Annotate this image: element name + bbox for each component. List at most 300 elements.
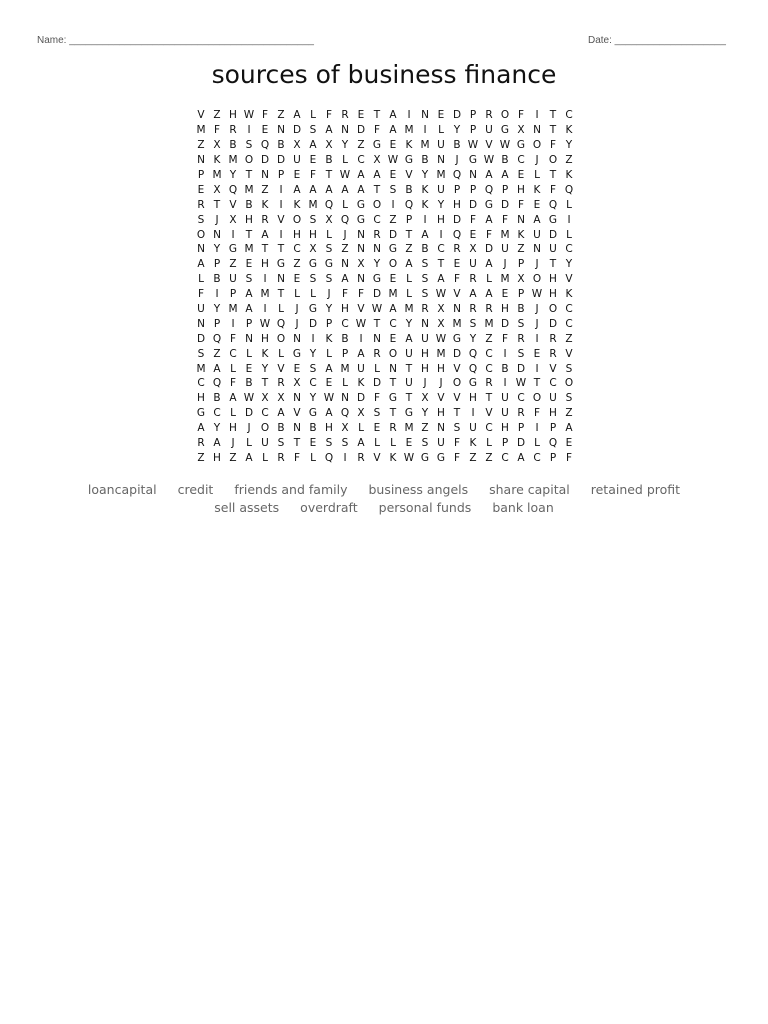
grid-letter: K	[261, 347, 269, 360]
grid-letter: G	[372, 273, 382, 286]
grid-letter: V	[453, 362, 461, 375]
grid-letter: N	[293, 332, 301, 345]
grid-letter: S	[565, 362, 573, 375]
grid-letter: O	[196, 228, 206, 241]
grid-letter: L	[486, 273, 492, 286]
grid-letter: H	[229, 422, 237, 435]
grid-letter: W	[387, 154, 399, 167]
grid-letter: W	[435, 332, 447, 345]
grid-letter: N	[277, 124, 285, 137]
word-bank-item: share capital	[489, 481, 570, 497]
grid-letter: G	[468, 154, 478, 167]
grid-letter: R	[469, 303, 477, 316]
grid-letter: B	[501, 362, 509, 375]
grid-letter: F	[565, 451, 573, 464]
grid-letter: I	[391, 198, 395, 211]
grid-letter: M	[484, 317, 494, 330]
grid-letter: P	[501, 183, 509, 196]
grid-letter: E	[405, 437, 413, 450]
grid-letter: A	[325, 362, 333, 375]
grid-letter: B	[213, 273, 221, 286]
grid-row	[193, 302, 577, 317]
grid-letter: E	[197, 183, 205, 196]
grid-letter: M	[388, 288, 398, 301]
grid-letter: I	[263, 303, 267, 316]
grid-letter: V	[405, 169, 413, 181]
grid-letter: K	[565, 124, 573, 137]
grid-letter: R	[373, 228, 381, 241]
grid-letter: B	[277, 422, 285, 435]
grid-letter: L	[406, 273, 412, 286]
grid-letter: T	[245, 228, 253, 241]
grid-letter: E	[245, 258, 253, 271]
grid-letter: S	[309, 362, 317, 375]
grid-letter: T	[549, 258, 557, 271]
grid-letter: Q	[404, 198, 414, 211]
grid-letter: L	[278, 347, 284, 360]
grid-letter: N	[373, 243, 381, 256]
grid-letter: M	[500, 273, 510, 286]
word-search-grid	[193, 108, 577, 465]
grid-letter: R	[549, 347, 557, 360]
grid-letter: Y	[565, 258, 573, 271]
grid-letter: D	[516, 437, 526, 450]
grid-letter: C	[437, 243, 445, 256]
grid-letter: Q	[324, 451, 334, 464]
grid-letter: F	[517, 109, 525, 122]
grid-letter: O	[372, 198, 382, 211]
grid-letter: N	[197, 154, 205, 167]
grid-letter: O	[500, 109, 510, 122]
grid-letter: F	[469, 213, 477, 226]
grid-letter: G	[404, 154, 414, 167]
grid-letter: E	[533, 347, 541, 360]
grid-letter: B	[421, 154, 429, 167]
grid-letter: A	[245, 288, 253, 301]
grid-letter: G	[516, 139, 526, 152]
grid-letter: U	[469, 422, 477, 435]
grid-letter: V	[565, 347, 573, 360]
grid-letter: F	[261, 109, 269, 122]
grid-letter: Z	[565, 332, 573, 345]
grid-letter: M	[228, 303, 238, 316]
grid-letter: W	[403, 451, 415, 464]
grid-letter: K	[405, 139, 413, 152]
grid-letter: C	[197, 377, 205, 390]
grid-letter: R	[469, 273, 477, 286]
grid-letter: P	[341, 347, 349, 360]
grid-letter: I	[423, 124, 427, 137]
grid-letter: T	[549, 109, 557, 122]
grid-letter: Q	[340, 407, 350, 420]
grid-letter: Z	[485, 332, 493, 345]
grid-letter: X	[373, 154, 381, 167]
grid-letter: S	[421, 258, 429, 271]
grid-letter: Z	[485, 451, 493, 464]
grid-letter: U	[437, 437, 445, 450]
grid-letter: F	[229, 332, 237, 345]
grid-letter: L	[198, 273, 204, 286]
grid-letter: Z	[229, 451, 237, 464]
grid-letter: A	[389, 303, 397, 316]
grid-letter: X	[309, 243, 317, 256]
grid-letter: K	[565, 288, 573, 301]
grid-letter: I	[311, 332, 315, 345]
grid-letter: Y	[421, 169, 429, 181]
word-bank-item: bank loan	[492, 499, 554, 515]
grid-letter: S	[245, 139, 253, 152]
grid-row	[193, 287, 577, 302]
grid-letter: D	[260, 154, 270, 167]
grid-letter: O	[292, 213, 302, 226]
grid-letter: M	[308, 198, 318, 211]
grid-letter: A	[373, 169, 381, 181]
grid-letter: I	[535, 332, 539, 345]
grid-letter: Z	[213, 347, 221, 360]
grid-letter: Z	[405, 243, 413, 256]
grid-letter: N	[245, 332, 253, 345]
grid-letter: J	[295, 303, 299, 316]
grid-letter: Q	[324, 198, 334, 211]
grid-letter: S	[325, 243, 333, 256]
grid-letter: A	[197, 258, 205, 271]
grid-letter: N	[357, 228, 365, 241]
grid-letter: A	[533, 213, 541, 226]
grid-letter: G	[436, 451, 446, 464]
grid-letter: G	[308, 407, 318, 420]
grid-letter: R	[389, 422, 397, 435]
grid-letter: H	[213, 451, 221, 464]
grid-letter: S	[469, 317, 477, 330]
grid-letter: X	[213, 139, 221, 152]
grid-letter: I	[343, 451, 347, 464]
grid-letter: E	[453, 258, 461, 271]
grid-letter: M	[196, 124, 206, 137]
grid-letter: R	[229, 124, 237, 137]
grid-letter: T	[485, 392, 493, 405]
name-field: Name: ____________________________________________	[37, 35, 314, 46]
grid-letter: D	[308, 317, 318, 330]
grid-letter: A	[485, 169, 493, 181]
grid-row	[193, 153, 577, 168]
grid-letter: B	[245, 198, 253, 211]
grid-letter: I	[263, 273, 267, 286]
grid-letter: O	[532, 392, 542, 405]
grid-letter: C	[549, 377, 557, 390]
grid-letter: R	[485, 109, 493, 122]
grid-letter: H	[293, 228, 301, 241]
grid-letter: Y	[469, 332, 477, 345]
word-bank-item: overdraft	[300, 499, 358, 515]
grid-row	[193, 391, 577, 406]
grid-letter: E	[373, 422, 381, 435]
grid-row	[193, 123, 577, 138]
grid-letter: T	[405, 392, 413, 405]
grid-letter: H	[453, 198, 461, 211]
grid-letter: R	[485, 303, 493, 316]
grid-letter: R	[549, 332, 557, 345]
grid-letter: K	[325, 332, 333, 345]
grid-letter: O	[452, 377, 462, 390]
grid-letter: K	[293, 198, 301, 211]
grid-letter: V	[453, 392, 461, 405]
grid-letter: A	[485, 258, 493, 271]
grid-row	[193, 331, 577, 346]
grid-letter: N	[357, 243, 365, 256]
grid-letter: I	[279, 198, 283, 211]
grid-letter: D	[292, 124, 302, 137]
grid-letter: W	[483, 154, 495, 167]
grid-letter: T	[277, 288, 285, 301]
grid-letter: P	[469, 109, 477, 122]
grid-letter: T	[389, 377, 397, 390]
grid-letter: G	[500, 124, 510, 137]
grid-letter: Z	[213, 109, 221, 122]
grid-letter: J	[503, 258, 507, 271]
grid-letter: P	[213, 258, 221, 271]
grid-letter: D	[500, 317, 510, 330]
grid-letter: K	[421, 183, 429, 196]
grid-letter: Q	[452, 228, 462, 241]
grid-row	[193, 227, 577, 242]
grid-letter: A	[421, 228, 429, 241]
grid-letter: C	[517, 154, 525, 167]
grid-letter: A	[213, 437, 221, 450]
grid-letter: W	[259, 317, 271, 330]
grid-letter: A	[277, 407, 285, 420]
grid-letter: B	[405, 183, 413, 196]
grid-letter: F	[533, 407, 541, 420]
grid-row	[193, 138, 577, 153]
grid-letter: Z	[469, 451, 477, 464]
grid-letter: A	[325, 183, 333, 196]
grid-letter: Y	[453, 124, 461, 137]
grid-letter: C	[485, 362, 493, 375]
grid-letter: J	[215, 213, 219, 226]
grid-letter: W	[371, 303, 383, 316]
grid-letter: H	[469, 392, 477, 405]
grid-letter: T	[549, 169, 557, 181]
grid-letter: S	[453, 422, 461, 435]
grid-letter: N	[533, 243, 541, 256]
grid-letter: E	[469, 228, 477, 241]
grid-letter: M	[436, 347, 446, 360]
grid-letter: N	[533, 124, 541, 137]
grid-letter: M	[212, 169, 222, 181]
grid-letter: X	[261, 392, 269, 405]
grid-letter: S	[197, 347, 205, 360]
grid-letter: R	[197, 198, 205, 211]
grid-letter: I	[247, 124, 251, 137]
grid-letter: I	[279, 228, 283, 241]
grid-letter: G	[420, 451, 430, 464]
grid-row	[193, 168, 577, 183]
grid-letter: D	[500, 198, 510, 211]
grid-letter: W	[243, 392, 255, 405]
grid-letter: H	[517, 183, 525, 196]
grid-letter: V	[549, 362, 557, 375]
grid-letter: N	[261, 169, 269, 181]
grid-letter: S	[277, 437, 285, 450]
grid-letter: Z	[565, 154, 573, 167]
grid-letter: A	[309, 139, 317, 152]
grid-letter: W	[515, 377, 527, 390]
grid-letter: X	[517, 273, 525, 286]
grid-letter: E	[357, 109, 365, 122]
grid-letter: L	[326, 228, 332, 241]
grid-letter: W	[243, 109, 255, 122]
grid-letter: D	[196, 332, 206, 345]
grid-letter: X	[437, 317, 445, 330]
grid-letter: H	[421, 362, 429, 375]
grid-letter: C	[565, 243, 573, 256]
grid-letter: H	[501, 303, 509, 316]
grid-letter: T	[373, 317, 381, 330]
grid-letter: H	[341, 303, 349, 316]
grid-letter: I	[471, 407, 475, 420]
grid-letter: Q	[468, 362, 478, 375]
word-bank-item: friends and family	[234, 481, 348, 497]
grid-letter: F	[517, 198, 525, 211]
grid-letter: A	[389, 124, 397, 137]
grid-letter: F	[373, 392, 381, 405]
grid-letter: E	[389, 139, 397, 152]
grid-letter: X	[293, 377, 301, 390]
grid-row	[193, 421, 577, 436]
grid-letter: O	[548, 303, 558, 316]
grid-letter: I	[567, 213, 571, 226]
grid-letter: L	[326, 347, 332, 360]
grid-letter: S	[373, 407, 381, 420]
grid-letter: H	[549, 273, 557, 286]
grid-letter: U	[293, 154, 301, 167]
grid-letter: K	[469, 437, 477, 450]
grid-letter: L	[278, 303, 284, 316]
grid-letter: G	[308, 303, 318, 316]
grid-letter: X	[341, 422, 349, 435]
grid-letter: G	[276, 258, 286, 271]
grid-letter: T	[293, 437, 301, 450]
grid-letter: R	[341, 109, 349, 122]
grid-letter: Y	[421, 407, 429, 420]
grid-letter: Q	[468, 347, 478, 360]
grid-letter: M	[404, 124, 414, 137]
grid-letter: H	[501, 422, 509, 435]
grid-letter: V	[277, 362, 285, 375]
grid-letter: C	[565, 109, 573, 122]
grid-letter: Y	[309, 347, 317, 360]
grid-letter: F	[373, 124, 381, 137]
grid-letter: P	[549, 451, 557, 464]
grid-letter: U	[549, 243, 557, 256]
grid-letter: W	[339, 169, 351, 181]
grid-letter: N	[293, 422, 301, 435]
grid-letter: T	[453, 407, 461, 420]
grid-letter: I	[359, 332, 363, 345]
grid-letter: J	[455, 154, 459, 167]
grid-letter: C	[261, 407, 269, 420]
grid-letter: A	[197, 422, 205, 435]
grid-letter: X	[213, 183, 221, 196]
grid-letter: O	[388, 258, 398, 271]
grid-letter: P	[277, 169, 285, 181]
grid-letter: M	[244, 183, 254, 196]
grid-letter: X	[325, 139, 333, 152]
grid-letter: V	[357, 303, 365, 316]
grid-letter: D	[372, 377, 382, 390]
grid-letter: A	[245, 451, 253, 464]
grid-letter: B	[325, 154, 333, 167]
grid-letter: J	[343, 228, 347, 241]
grid-letter: Z	[421, 422, 429, 435]
grid-row	[193, 436, 577, 451]
grid-letter: N	[437, 154, 445, 167]
grid-letter: R	[517, 407, 525, 420]
grid-letter: J	[535, 258, 539, 271]
grid-letter: R	[485, 377, 493, 390]
grid-letter: Q	[484, 183, 494, 196]
word-bank-item: personal funds	[378, 499, 472, 515]
grid-letter: M	[452, 317, 462, 330]
grid-letter: Z	[517, 243, 525, 256]
grid-letter: G	[484, 198, 494, 211]
grid-letter: L	[262, 451, 268, 464]
grid-letter: Z	[229, 258, 237, 271]
grid-letter: L	[246, 437, 252, 450]
grid-letter: Y	[373, 258, 381, 271]
grid-letter: N	[213, 228, 221, 241]
grid-letter: L	[406, 288, 412, 301]
grid-letter: J	[327, 288, 331, 301]
grid-letter: E	[437, 109, 445, 122]
grid-letter: M	[244, 243, 254, 256]
grid-letter: F	[229, 377, 237, 390]
grid-letter: Z	[293, 258, 301, 271]
grid-row	[193, 197, 577, 212]
grid-letter: A	[565, 422, 573, 435]
grid-letter: G	[452, 332, 462, 345]
grid-letter: L	[390, 437, 396, 450]
grid-letter: A	[261, 228, 269, 241]
grid-letter: L	[358, 422, 364, 435]
page-title: sources of business finance	[211, 60, 557, 89]
grid-letter: P	[517, 288, 525, 301]
grid-letter: B	[501, 154, 509, 167]
grid-letter: D	[452, 109, 462, 122]
grid-letter: T	[549, 124, 557, 137]
grid-letter: C	[501, 451, 509, 464]
grid-letter: D	[388, 228, 398, 241]
grid-letter: H	[549, 288, 557, 301]
grid-letter: C	[565, 317, 573, 330]
grid-letter: O	[532, 139, 542, 152]
grid-letter: H	[325, 422, 333, 435]
grid-letter: I	[535, 109, 539, 122]
grid-letter: L	[566, 228, 572, 241]
grid-letter: Y	[405, 317, 413, 330]
grid-letter: Z	[341, 243, 349, 256]
grid-letter: B	[245, 377, 253, 390]
grid-letter: E	[309, 437, 317, 450]
grid-letter: R	[373, 347, 381, 360]
grid-letter: B	[229, 139, 237, 152]
grid-letter: F	[453, 273, 461, 286]
grid-letter: S	[245, 273, 253, 286]
grid-letter: T	[325, 169, 333, 181]
grid-letter: C	[293, 243, 301, 256]
grid-letter: S	[309, 124, 317, 137]
grid-letter: A	[357, 183, 365, 196]
